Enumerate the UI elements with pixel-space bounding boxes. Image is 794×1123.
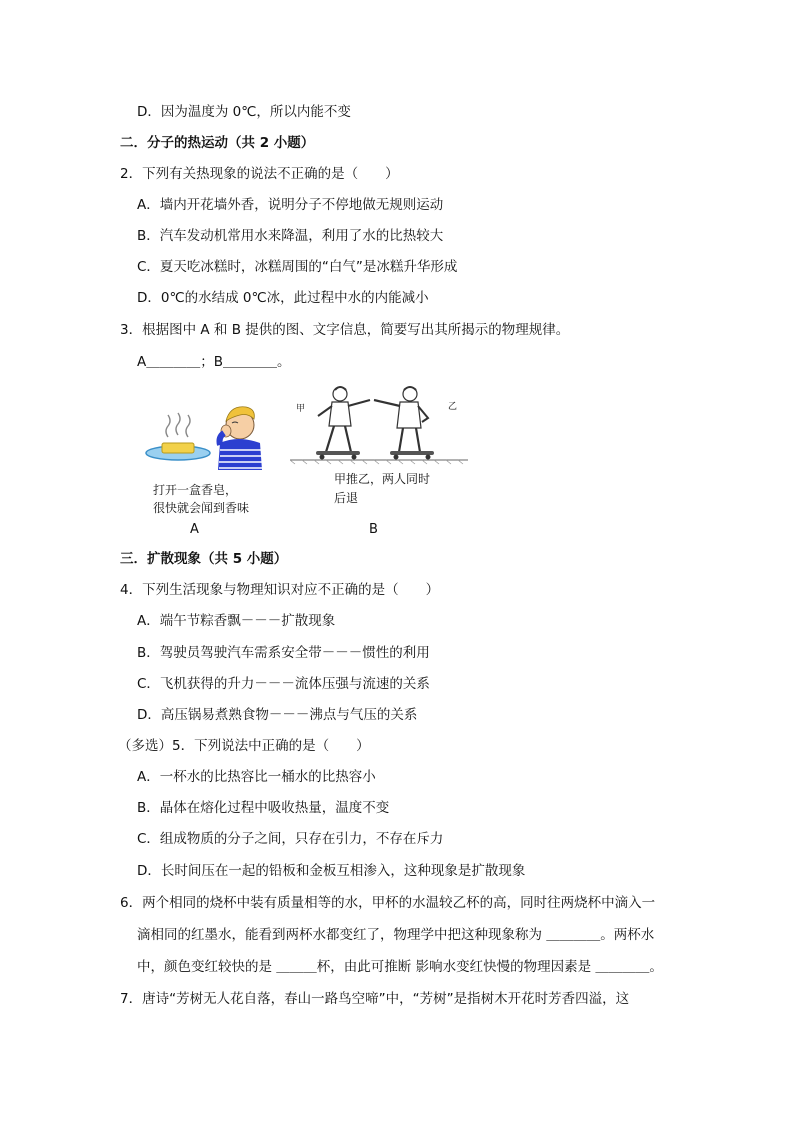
- section-3-heading: 三．扩散现象（共 5 小题）: [120, 551, 288, 567]
- q4-option-a: A．端午节粽香飘－－－扩散现象: [137, 613, 336, 629]
- q6-line3: 中，颜色变红较快的是 ＿＿＿杯，由此可推断 影响水变红快慢的物理因素是 ＿＿＿＿。: [137, 959, 663, 975]
- figure-b-label: B: [369, 522, 378, 537]
- q2-option-d: D．0℃的水结成 0℃冰，此过程中水的内能减小: [137, 290, 429, 306]
- figure-b-caption-line2: 后退: [334, 491, 359, 505]
- figure-b-person-left-label: 甲: [296, 404, 306, 414]
- q1-option-d: D．因为温度为 0℃，所以内能不变: [137, 104, 351, 120]
- q6-line2: 滴相同的红墨水，能看到两杯水都变红了，物理学中把这种现象称为 ＿＿＿＿。两杯水: [137, 927, 655, 943]
- q2-stem: 2．下列有关热现象的说法不正确的是（ ）: [120, 166, 399, 182]
- figure-a-soap-illustration: [140, 395, 270, 470]
- figure-b-skaters-illustration: [290, 380, 468, 465]
- figure-b-caption-line1: 甲推乙，两人同时: [334, 472, 431, 486]
- q6-line1: 6．两个相同的烧杯中装有质量相等的水，甲杯的水温较乙杯的高，同时往两烧杯中滴入一: [120, 895, 656, 911]
- q5-option-a: A．一杯水的比热容比一桶水的比热容小: [137, 769, 376, 785]
- q4-stem: 4．下列生活现象与物理知识对应不正确的是（ ）: [120, 582, 440, 598]
- q3-stem: 3．根据图中 A 和 B 提供的图、文字信息，简要写出其所揭示的物理规律。: [120, 322, 570, 338]
- q5-option-b: B．晶体在熔化过程中吸收热量，温度不变: [137, 800, 390, 816]
- q5-stem: （多选）5．下列说法中正确的是（ ）: [118, 738, 370, 754]
- q5-option-d: D．长时间压在一起的铅板和金板互相渗入，这种现象是扩散现象: [137, 863, 526, 879]
- figure-a-label: A: [190, 522, 199, 537]
- q4-option-b: B．驾驶员驾驶汽车需系安全带－－－惯性的利用: [137, 645, 430, 661]
- figure-a-caption-line1: 打开一盒香皂，: [153, 483, 238, 497]
- q2-option-b: B．汽车发动机常用水来降温，利用了水的比热较大: [137, 228, 444, 244]
- section-2-heading: 二．分子的热运动（共 2 小题）: [120, 135, 315, 151]
- figure-a-caption-line2: 很快就会闻到香味: [153, 501, 250, 515]
- q2-option-c: C．夏天吃冰糕时，冰糕周围的“白气”是冰糕升华形成: [137, 259, 458, 275]
- q3-blanks: A＿＿＿＿；B＿＿＿＿。: [137, 354, 291, 370]
- q4-option-d: D．高压锅易煮熟食物－－－沸点与气压的关系: [137, 707, 418, 723]
- q2-option-a: A．墙内开花墙外香，说明分子不停地做无规则运动: [137, 197, 444, 213]
- figure-b-person-right-label: 乙: [448, 402, 458, 412]
- q7-line1: 7．唐诗“芳树无人花自落，春山一路鸟空啼”中，“芳树”是指树木开花时芳香四溢，这: [120, 991, 630, 1007]
- q4-option-c: C．飞机获得的升力－－－流体压强与流速的关系: [137, 676, 430, 692]
- q5-option-c: C．组成物质的分子之间，只存在引力，不存在斥力: [137, 831, 444, 847]
